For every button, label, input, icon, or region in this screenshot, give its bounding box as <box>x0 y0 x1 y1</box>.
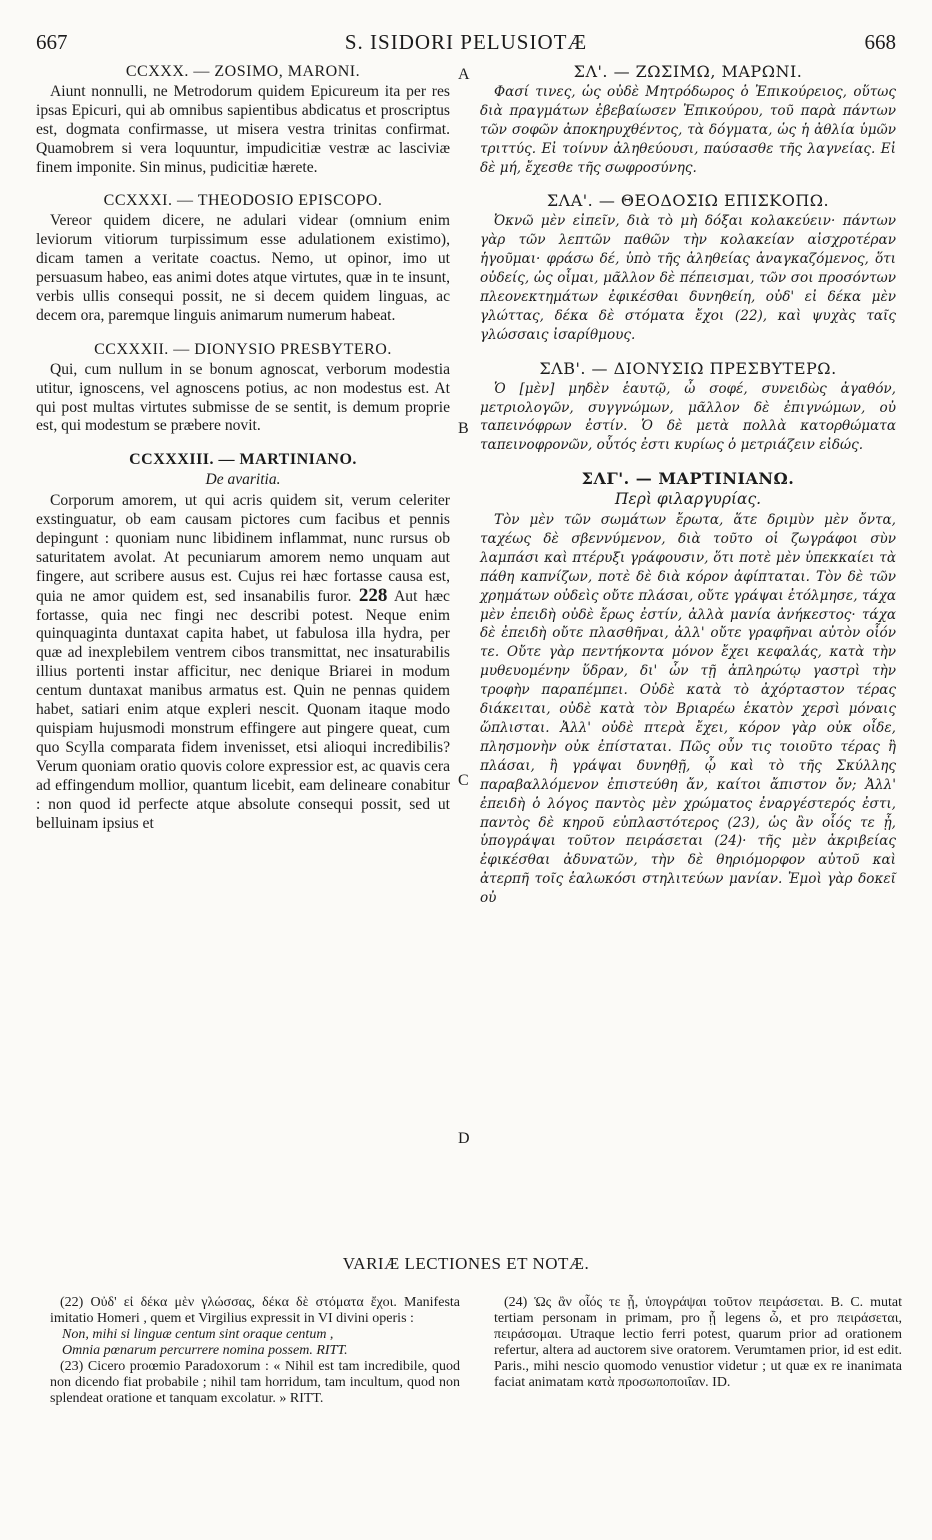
margin-letter-a: A <box>458 66 470 83</box>
letter-text: Qui, cum nullum in se bonum agnoscat, verborum modestia utitur, ignoscens, vel agnoscens potius, ac non modestus est. At qui post multas virtutes submisse de se sentit, is demum proprie est, qui modestum se præbere novit. <box>36 360 450 435</box>
note-verse: Omnia pœnarum percurrere nomina possem. RITT. <box>62 1343 348 1358</box>
letter-text: Φασί τινες, ὡς οὐδὲ Μητρόδωρος ὁ Ἐπικούρειος, οὕτως διὰ πραγμάτων ἐβεβαίωσεν Ἐπικούρου, τοῦ παρὰ πάντων τῶν σοφῶν ἀποκηρυχθέντος, τὰ δόγματα, ὡς ἡ ἀθλία ὑμῶν τριττύς. Εἰ τοίνυν ἀληθεύουσι, παύσασθε τῆς λαγνείας. Εἰ δὲ μή, ἔχεσθε τῆς σωφροσύνης. <box>480 83 896 176</box>
letter-subtitle: De avaritia. <box>205 471 281 489</box>
letter-text: Vereor quidem dicere, ne adulari videar (omnium enim leviorum vitiorum turpissimum esse adulationem existimo), dicam tamen a veritate coactus. Nemo, ut opinor, imo ut persuasum habeo, eas animi dotes atque virtutes, quæ in te insunt, verbis ullis consequi possit, ne si decem quidem linguas, ac decem ora, paremque linguis animarum numerum habeat. <box>36 212 450 324</box>
letter-section <box>480 470 896 908</box>
letter-section <box>36 451 450 833</box>
letter-section <box>36 192 450 325</box>
letter-title: CCXXXI. — THEODOSIO EPISCOPO. <box>103 192 383 210</box>
letter-title: CCXXXIII. — MARTINIANO. <box>129 451 357 469</box>
running-title: S. ISIDORI PELUSIOTÆ <box>344 30 588 54</box>
page-number-left: 667 <box>36 30 68 54</box>
letter-text-part: Corporum amorem, ut qui acris quidem sit, verum celeriter exstinguatur, ob eam causam pictores cum facibus et pennis depingunt : quoniam nunc libidinem inflammat, nunc rursus ob saturitatem avolat. At pecuniarum amorem nemo unquam aut fingere, aut scribere ausus est. Cujus rei hæc fortasse causa est, quia ne amor quidem est, sed insanabilis furor. <box>36 492 450 605</box>
letter-text-part: Aut hæc fortasse, quia nec fingi nec describi potest. Neque enim quinquaginta duntaxat capita habet, ut fabulosa illa hydra, per quæ ad inexplebilem ventrem cibos transmittat, nec insaturabilis illius portenti instar afficitur, nec denique Briarei in modum centum duntaxat manibus armatus est. Quin ne pennas quidem habet, satiari enim atque expleri nescit. Quonam itaque modo quispiam hujusmodi monstrum effingere aut pingere queat, cum quo Scylla comparata fidem invenisset, etsi alioqui incredibilis? Verum quoniam oratio quovis colore expressior est, ac quavis cera ad effingendum mollior, quantum licebit, eam delineare conabitur : non quod id perfecte atque absolute consequi possit, sed ut belluinam ipsius et <box>36 587 450 832</box>
note-entry: (23) Cicero proœmio Paradoxorum : « Nihil est tam incredibile, quod non dicendo fiat probabile ; nihil tam horridum, tam incultum, quod non splendeat oratione et tanquam excolatur. » RITT. <box>50 1359 460 1406</box>
latin-column <box>36 63 450 833</box>
note-verse: Non, mihi si linguæ centum sint oraque centum , <box>62 1327 334 1342</box>
letter-subtitle: Περὶ φιλαργυρίας. <box>614 490 762 509</box>
margin-letter-c: C <box>458 772 469 789</box>
note-entry: (22) Οὐδ' εἰ δέκα μὲν γλώσσας, δέκα δὲ στόματα ἔχοι. Manifesta imitatio Homeri , quem et Virgilius expressit in VI divini operis : <box>50 1295 460 1326</box>
letter-section <box>36 63 450 177</box>
page-number-right: 668 <box>864 30 896 54</box>
letter-text <box>36 492 450 833</box>
note-entry: (24) Ὡς ἂν οἷός τε ᾖ, ὑπογράψαι τοῦτον πειράσεται. B. C. mutat tertiam personam in primam, pro ᾖ legens ὦ, et pro πειράσεται, πειράσομαι. Utraque lectio ferri potest, quarum prior ad orationem refertur, altera ad auctorem sive oratorem. Verumtamen prior, id est edit. Paris., mihi nescio quomodo venustior videtur ; ut quæ ex re inanimata faciat animatam κατὰ προσωποποιΐαν. ID. <box>494 1295 902 1390</box>
notes-column-left <box>50 1295 460 1407</box>
letter-title: ΣΛΓ'. — ΜΑΡΤΙΝΙΑΝΩ. <box>581 469 795 489</box>
letter-title: CCXXX. — ZOSIMO, MARONI. <box>125 63 361 80</box>
margin-letter-b: B <box>458 420 469 437</box>
letter-section <box>480 360 896 456</box>
notes-column-right <box>494 1295 902 1391</box>
margin-letter-d: D <box>458 1130 470 1147</box>
letter-title: ΣΛ'. — ΖΩΣΙΜΩ, ΜΑΡΩΝΙ. <box>573 62 803 81</box>
page-header <box>36 30 896 56</box>
letter-title: ΣΛΑ'. — ΘΕΟΔΟΣΙΩ ΕΠΙΣΚΟΠΩ. <box>546 191 830 211</box>
letter-text: Ὀκνῶ μὲν εἰπεῖν, διὰ τὸ μὴ δόξαι κολακεύειν· πάντων γὰρ τῶν λεπτῶν παθῶν τὴν κολακείαν αἰσχροτέραν ἡγοῦμαι· φράσω δέ, ὑπὸ τῆς ἀληθείας ἀναγκαζόμενος, ὅτι οὐδείς, ὡς οἶμαι, μᾶλλον δὲ πέπεισμαι, τῶν σοι προσόντων πλεονεκτημάτων ἐφικέσθαι δυνηθείη, οὐδ' εἰ δέκα μὲν γλώττας, δέκα δὲ στόματα ἔχοι (22), καὶ ψυχὰς ταῖς γλώσσαις ἰσαρίθμους. <box>480 213 896 343</box>
notes-heading: VARIÆ LECTIONES ET NOTÆ. <box>342 1254 590 1273</box>
greek-column <box>480 63 896 908</box>
letter-text: Τὸν μὲν τῶν σωμάτων ἔρωτα, ἅτε δριμὺν μὲν ὄντα, ταχέως δὲ σβεννύμενον, διὰ τοῦτο οἱ ζωγράφοι σὺν λαμπάσι καὶ πτέρυξι γράφουσιν, ὅτι ποτὲ μὲν ὑπεκκαίει τὰ πάθη καπνίζων, ποτὲ δὲ διὰ κόρον ἀφίπταται. Τὸν δὲ τῶν χρημάτων οὐδεὶς οὔτε πλάσαι, οὔτε γράψαι ἐτόλμησε, τάχα μὲν ἐπειδὴ οὐδὲ ἔρως ἐστίν, ἀλλὰ μανία ἀνήκεστος· τάχα δὲ ἐπειδὴ οὔτε πλασθῆναι, ἀλλ' οὔτε γραφῆναι αὐτὸν οἷόν τε. Οὔτε γὰρ πεντήκοντα μόνον ἔχει κεφαλάς, κατὰ τὴν μυθευομένην ὕδραν, δι' ὧν τῇ ἀπληρώτῳ γαστρὶ τὴν τροφὴν παραπέμπει. Οὐδὲ κατὰ τὸ ἀχόρταστον τέρας διάκειται, οὐδὲ κατὰ τὸν Βριαρέω ἑκατὸν χερσὶ μόναις ὥπλισται. Ἀλλ' οὐδὲ πτερὰ ἔχει, κόρον γὰρ οὐκ οἶδε, πλησμονὴν οὐκ ἐπίσταται. Πῶς οὖν τις τοιοῦτο τέρας ἢ πλάσαι, ἢ γράψαι δυνηθῇ, ᾧ καὶ τὸ τῆς Σκύλλης παραβαλλόμενον ἐπιστεύθη ἄν, καίτοι ἄπιστον ὄν; Ἀλλ' ἐπειδὴ ὁ λόγος παντὸς μὲν χρώματος ἐναργέστερός ἐστι, παντὸς δὲ κηροῦ εὐπλαστότερος (23), ὡς ἂν οἷός τε ᾖ, ὑπογράψαι τοῦτον πειράσεται (24)· τῆς μὲν ἀκριβείας ἐφικέσθαι ἀδυνατῶν, τὴν δὲ θηριόμορφον αὐτοῦ καὶ ἀτερπῆ τοῖς ἑαλωκόσι στηλιτεύων μανίαν. Ἐμοὶ γὰρ δοκεῖ οὐ <box>480 512 896 907</box>
letter-title: ΣΛΒ'. — ΔΙΟΝΥΣΙΩ ΠΡΕΣΒΥΤΕΡΩ. <box>539 358 837 378</box>
letter-title: CCXXXII. — DIONYSIO PRESBYTERO. <box>94 340 392 358</box>
column-marker: 228 <box>358 584 388 606</box>
letter-section <box>480 192 896 344</box>
letter-text: Aiunt nonnulli, ne Metrodorum quidem Epicureum ita per res ipsas Epicuri, qui ab omnibus sapientibus abdicatus et proscriptus est, dogmata confirmasse, ut misera vestra trinitas confirmat. Quamobrem si vera loquuntur, impudicitiæ vestræ ac lasciviæ finem imponite. Sin minus, pudicitiæ hærete. <box>36 82 450 176</box>
letter-text: Ὁ [μὲν] μηδὲν ἑαυτῷ, ὦ σοφέ, συνειδὼς ἀγαθόν, μετριολογῶν, συγγνώμων, μᾶλλον δὲ ἐπιγνώμων, οὐ ταπεινόφρων ἐστίν. Ὁ δὲ μετὰ πολλὰ κατορθώματα ταπεινοφρονῶν, οὗτός ἐστι κυρίως ὁ μετριάζειν εἰδώς. <box>480 380 896 454</box>
letter-section <box>480 63 896 177</box>
letter-section <box>36 341 450 437</box>
